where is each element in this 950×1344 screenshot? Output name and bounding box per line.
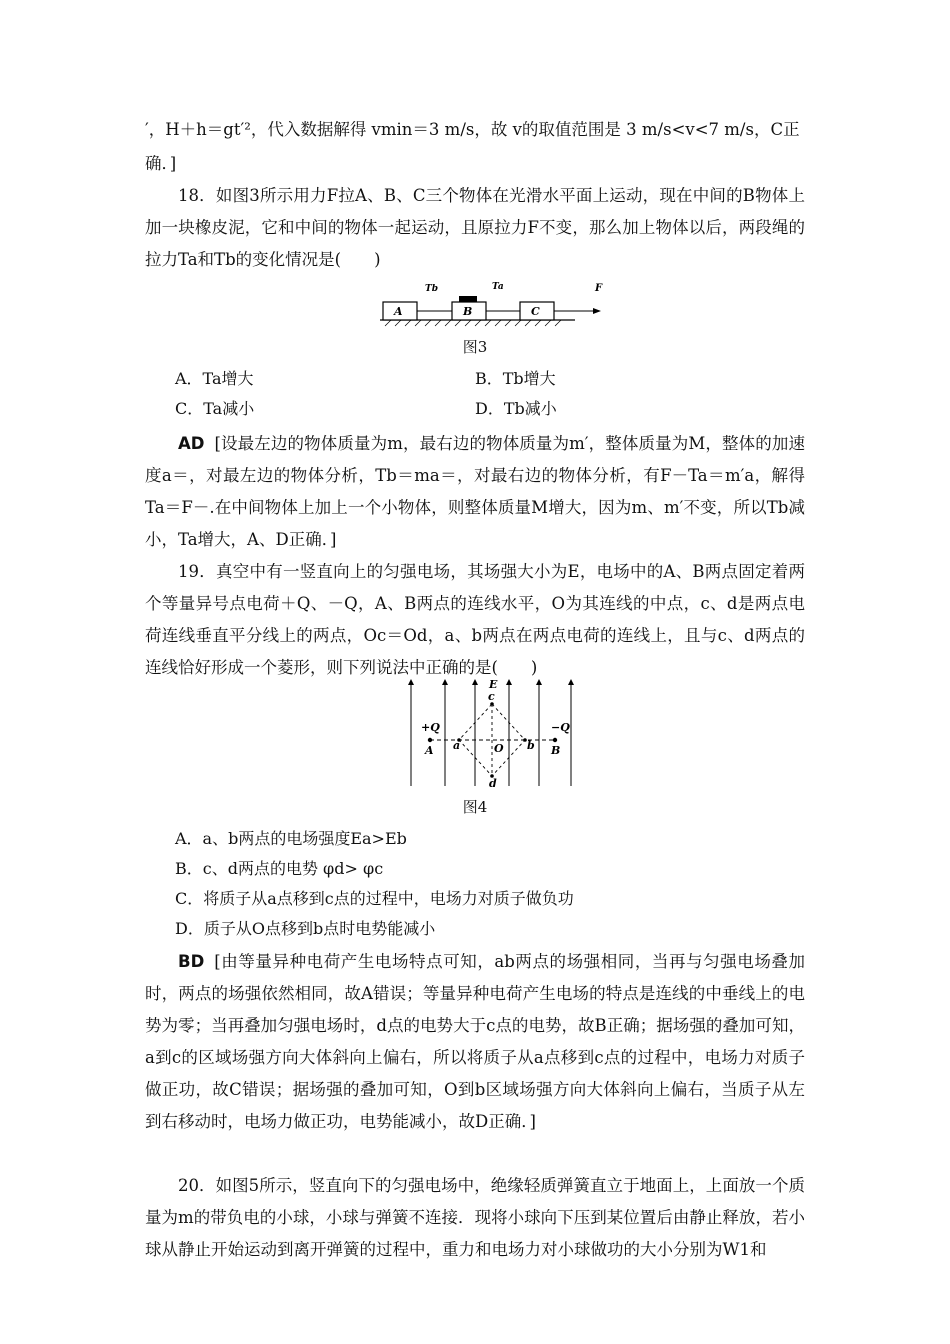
- q19-explanation: [由等量异种电荷产生电场特点可知，ab两点的场强相同，当再与匀强电场叠加时，两点的场强依然相同，故A错误；等量异种电荷产生电场的特点是连线的中垂线上的电势为零；当再叠加匀强电场时，d点的电势大于c点的电势，故B正确；据场强的叠加可知，a到c的区域场强方向大体斜向上偏右，所以将质子从a点移到c点的过程中，电场力对质子做正功，故C错误；据场强的叠加可知，O到b区域场强方向大体斜向上偏右，当质子从左到右移动时，电场力做正功，电势能减小，故D正确．]: [145, 952, 805, 1131]
- label-block-a: A: [394, 305, 403, 318]
- q19-answer: BD: [178, 952, 205, 971]
- q18-option-c: C．Ta减小: [175, 399, 255, 418]
- label-o: O: [494, 742, 504, 755]
- q19-option-b: B．c、d两点的电势 φd> φc: [175, 859, 384, 878]
- label-tb: Tb: [425, 284, 438, 294]
- label-block-b: B: [463, 305, 473, 318]
- label-a-point: A: [425, 744, 434, 757]
- label-e: E: [489, 678, 498, 691]
- q19-option-d: D．质子从O点移到b点时电势能减小: [175, 919, 436, 938]
- label-b: b: [527, 739, 535, 752]
- label-ta: Ta: [492, 282, 504, 292]
- q19-option-c: C．将质子从a点移到c点的过程中，电场力对质子做负功: [175, 889, 574, 908]
- q18-option-a: A．Ta增大: [175, 369, 254, 388]
- q20-stem: 20．如图5所示，竖直向下的匀强电场中，绝缘轻质弹簧直立于地面上，上面放一个质量为m的带负电的小球，小球与弹簧不连接．现将小球向下压到某位置后由静止释放，若小球从静止开始运动到离开弹簧的过程中，重力和电场力对小球做功的大小分别为W1和: [145, 1176, 805, 1259]
- label-d: d: [489, 777, 497, 788]
- continuation-line-1: ′，H＋h＝gt′²，代入数据解得 vmin＝3 m/s，故 v的取值范围是 3 m/s<v<7 m/s，C正: [145, 120, 800, 139]
- figure-3-diagram: [375, 278, 615, 328]
- label-force: F: [595, 283, 603, 294]
- figure-4-caption: 图4: [462, 798, 488, 816]
- figure-4-diagram: [405, 676, 595, 788]
- force-arrowhead: [593, 308, 601, 314]
- label-plus-q: +Q: [421, 721, 440, 734]
- label-minus-q: −Q: [551, 721, 570, 734]
- label-block-c: C: [531, 305, 540, 318]
- q19-option-a: A．a、b两点的电场强度Ea>Eb: [175, 829, 407, 848]
- q18-option-d: D．Tb减小: [475, 399, 557, 418]
- q18-stem: 18．如图3所示用力F拉A、B、C三个物体在光滑水平面上运动，现在中间的B物体上加一块橡皮泥，它和中间的物体一起运动，且原拉力F不变，那么加上物体以后，两段绳的拉力Ta和Tb的变化情况是( ): [145, 186, 805, 269]
- label-a: a: [453, 739, 461, 752]
- figure-3-caption: 图3: [462, 338, 488, 356]
- label-c: c: [488, 690, 495, 703]
- q18-solution: [145, 428, 805, 556]
- label-b-point: B: [551, 744, 561, 757]
- putty-lump: [459, 296, 477, 302]
- q19-stem: 19．真空中有一竖直向上的匀强电场，其场强大小为E，电场中的A、B两点固定着两个等量异号点电荷＋Q、－Q，A、B两点的连线水平，O为其连线的中点，c、d是两点电荷连线垂直平分线上的两点，Oc＝Od，a、b两点在两点电荷的连线上，且与c、d两点的连线恰好形成一个菱形，则下列说法中正确的是( ): [145, 562, 805, 677]
- q19-solution: [145, 946, 805, 1138]
- q18-answer: AD: [178, 434, 205, 453]
- continuation-line-2: 确．]: [145, 154, 177, 173]
- q18-option-b: B．Tb增大: [475, 369, 556, 388]
- q18-explanation: [设最左边的物体质量为m，最右边的物体质量为m′，整体质量为M，整体的加速度a＝，对最左边的物体分析，Tb＝ma＝，对最右边的物体分析，有F－Ta＝m′a，解得Ta＝F－.在中间物体上加上一个小物体，则整体质量M增大，因为m、m′不变，所以Tb减小，Ta增大，A、D正确．]: [145, 434, 805, 549]
